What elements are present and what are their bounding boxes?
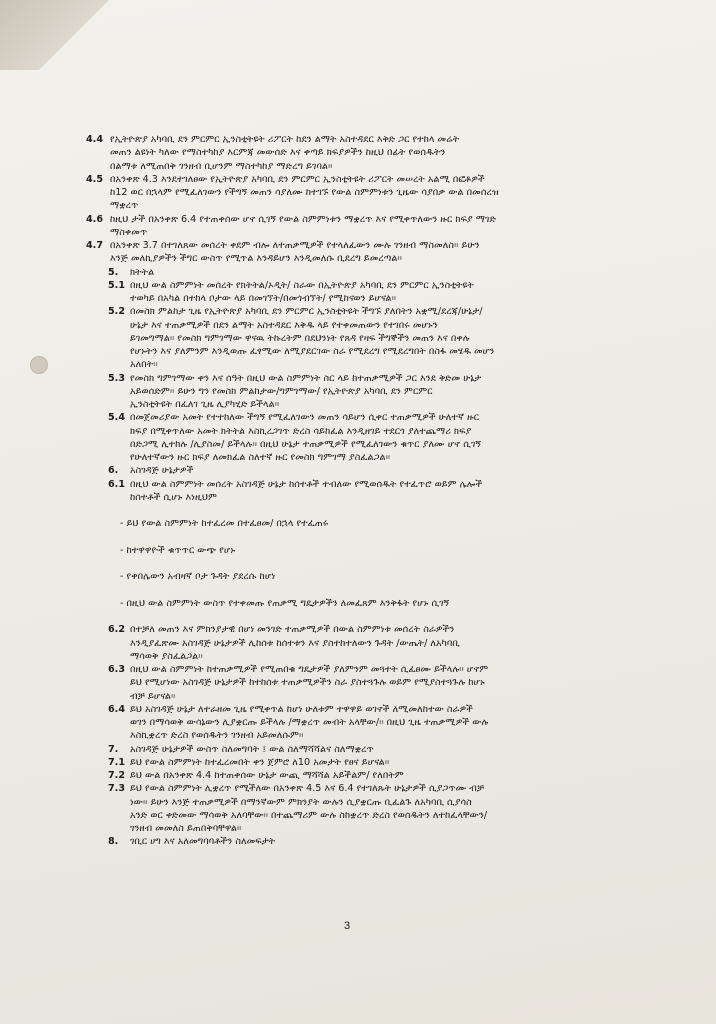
line-text: ወገን በማሳወቅ ውሳኔውን ሊያቋርጡ ይችላሉ /ማቋረጥ መብት አላቸው/፡፡ በዚህ ጊዜ ተጠቃሚዎች ውሉ [130,717,489,728]
line-text: በድጋሚ ሊተከሉ /ሊያስመ/ ይችላሉ፡፡ በዚህ ሁኔታ ተጠቃሚዎች የሚፈለገውን ቁጥር ያለሙ ሆኖ ሲገኝ [130,438,482,450]
line-text: እንዲያፈጽሙ አስገዳጅ ሁኔታዎች ሊከሰቱ ከሰተቱን እና ያስተከተለውን ጉዳት /ውጤት/ ለአካባቢ [130,637,460,649]
line-number: 5.2 [108,306,125,318]
line-text: ብቻ ይሆናል፡፡ [130,690,176,702]
page-number: 3 [344,920,351,932]
line-text: ተወካይ በአካል በተከላ ቦታው ላይ በመገኘት/በመጎብኘት/ የሚከናወን ይሆናል፡፡ [130,293,397,304]
line-text: በዚህ ውል ስምምነት መሰረት የክትትል/ኦዲት/ ስራው በኢትዮጵያ አካባቢ ደን ምርምር ኢንስቲትዩት [130,279,474,291]
line-text: ከዚህ ታች በአንቀጽ 6.4 የተጠቀሰው ሆኖ ሲገኝ የውል ስምምነቱን ማቋረጥ እና የሚቀጥለውን ዙር ክፍያ ማገድ [110,213,497,225]
line-text: መጠን ልዩነት ካለው የማስተካከያ እርምጃ መውሰድ እና ቀጣይ ክፍያዎችን ከዚህ በፊት የወሰዱትን [110,147,446,159]
line-text: የኢትዮጵያ አካባቢ ደን ምርምር ኢንስቲትዩት ሪፖርት ከደን ልማት አስተዳደር እቅድ ጋር የተከላ መሬት [110,134,460,145]
line-text: ገቢር ሀግ እና አለመግባባቶችን ስለመፍታት [130,836,276,848]
line-number: 4.7 [86,240,103,251]
line-number: 6.2 [108,624,125,636]
line-text: በልማቱ ለሚጠበቅ ገንዘብ ቢሆንም ማስተካከያ ማድረግ ይገባል፡፡ [110,160,333,172]
line-text: አለበት፡፡ [130,359,158,371]
line-number: 6. [108,465,119,477]
line-number: 8. [108,836,119,848]
punch-hole [30,356,48,374]
line-text: አይወሰድም፡፡ ይሁን ግን የመስክ ምልከታው/ግምገማው/ የኢትዮጵያ አካባቢ ደን ምርምር [130,385,433,397]
line-text: በዚህ ውል ስምምነት ከተጠቃሚዎች የሚጠበቁ ግዴታዎች ያለምንም መጓተት ሲፈፀሙ ይችላሉ፡፡ ሆኖም [130,664,489,675]
line-number: 7. [108,743,119,755]
line-number: 7.1 [108,756,125,768]
line-number: 7.3 [108,783,125,795]
line-text: በአንቀጽ 3.7 በተገለጸው መሰረት ቀደም ብሎ ለተጠቃሚዎች የተላለፈውን ሙሉ ገንዘብ ማስመለስ፡፡ ይሁን [110,240,480,251]
line-text: - በዚህ ውል ስምምነት ውስጥ የተቀመጡ የጠቃሚ ግዴታዎችን ለመፈጸም እንቅፋት የሆኑ ሲገኝ [120,597,450,609]
folded-corner [0,0,110,70]
line-text: በአንቀጽ 4.3 እንደተገለፀው የኢትዮጵያ አካባቢ ደን ምርምር ኢንስቲትዩት ሪፖርት መሠረት አልሚ በፎቶዎች [110,173,485,185]
line-text: ገንዘብ መመለስ ይጠበቅባቸዋል፡፡ [130,823,242,834]
line-number: 5. [108,266,119,278]
line-text: ይህ ውል በአንቀጽ 4.4 ከተጠቀሰው ሁኔታ ውጪ ማሻሻል አይችልም/ የለበትም [130,770,404,781]
line-number: 7.2 [108,770,125,781]
line-number: 5.4 [108,412,125,424]
line-text: በመስክ ምልከታ ጊዜ የኢትዮጵያ አካባቢ ደን ምርምር ኢንስቲትዩት ችግኙ ያለበትን አቋሚ/ደረጃ/ሁኔታ/ [130,306,483,318]
line-text: ነው፡፡ ይሁን እንጅ ተጠቃሚዎች በማንኛውም ምክንያት ውሉን ሲያቋርጡ ቢፈልጉ ለአካባቢ ሲያሳስ [130,796,472,808]
line-text: አስገዳጅ ሁኔታዎች [130,465,194,477]
line-text: ይገመግማል፡፡ የመስክ ግምገማው ዋናዉ ትኩረትም በደህንነት የጸዳ የዛፍ ችግኞችን መጠን እና በቀሉ [130,332,470,344]
line-text: በተቻለ መጠን እና ምክንያታዊ በሆነ መንገድ ተጠቃሚዎች በውል ስምምነቱ መሰረት ስራዎችን [130,624,455,636]
line-text: ይህ የውል ስምምነት ሊቋረጥ የሚችለው በአንቀጽ 4.5 እና 6.4 የተገለጹት ሁኔታዎች ሲያጋጥሙ ብቻ [130,783,485,795]
line-number: 4.5 [86,173,103,185]
line-text: ይህ የሚሆነው አስገዳጅ ሁኔታዎች ከተከሰቱ ተጠቃሚዎችን ስራ ያስተጓጉሉ ወይም የሚያስተጓጉሉ ከሆኑ [130,677,485,689]
line-text: አንድ ወር ቀድመው ማሳወቅ አለባቸው፡፡ በተጨማሪም ውሉ ስከቋረጥ ድረስ የወሰዱትን ለተከፈላቸውን/ [130,809,488,821]
line-text: እንጅ መለኪያዎችን ችግር ውስጥ የሚጥል እንዳይሆን እንዲመለሱ ቢደረግ ይመረጣል፡፡ [110,253,402,265]
line-text: ይህ አስገዳጅ ሁኔታ ለተራዘመ ጊዜ የሚቀጥል ከሆነ ሁለቱም ተዋዋይ ወገኖች ለሚመለከተው ስራዎች [130,703,473,715]
line-text: ማሳወቅ ያስፈልጋል፡፡ [130,650,203,662]
line-text: - ይህ የውል ስምምነት ከተፈረመ በተፈፀመ/ በኋላ የተፈጠሩ [120,518,329,530]
line-text: እስኪቋረጥ ድረስ የወሰዱትን ገንዘብ አይመለሱም፡፡ [130,730,304,742]
line-number: 6.1 [108,478,125,490]
line-text: አስገዳጅ ሁኔታዎች ውስጥ ስለመግባት ፤ ውል ስለማሻሻልና ስለማቋረጥ [130,743,374,755]
line-text: ኢንስቲትዩት በፈለገ ጊዜ ሊያካሂድ ይችላል፡፡ [130,399,280,410]
line-text: ክፍያ በሚቀጥለው አመት ክትትል እስኪረጋገጥ ድረስ ሳይከፈል እንዲዘገይ ተደርጎ ያለተጨማሪ ክፍያ [130,425,472,437]
line-text: ማስቀመጥ [110,226,148,238]
line-text: ከሰተቶች ሲሆኑ እነዚህም [130,491,217,503]
line-number: 4.4 [86,134,103,145]
line-number: 5.1 [108,279,125,291]
line-text: የመስክ ግምገማው ቀን እና ሰዓት በዚህ ውል ስምምነት ስር ላይ ከተጠቃሚዎች ጋር እንደ ቅድመ ሁኔታ [130,372,482,384]
line-text: የሁለተኛውን ዙር ክፍያ ለመክፈል ስለተኛ ዙር የመስክ ግምገማ ያስፈልጋል፡፡ [130,452,391,463]
line-text: በመጀመሪያው አመት የተተከለው ችግኝ የሚፈለገውን መጠን ሳይሆን ሲቀር ተጠቃሚዎች ሁለተኛ ዙር [130,412,480,424]
line-text: ከ12 ወር በኋላም የሚፈለገውን የችግኝ መጠን ሳያለሙ ከተገኙ የውል ስምምነቱን ጊዜው ሳያበቃ ውል በመሰረዝ [110,187,499,198]
line-number: 5.3 [108,372,125,384]
line-text: - የቀበሌውን አብዛኛ ቦታ ጉዳት ያደረሱ ከሆነ [120,571,276,583]
line-text: ይህ የውል ስምምነት ከተፈረመበት ቀን ጀምሮ ለ10 አመታት የፀና ይሆናል፡፡ [130,756,390,768]
line-number: 6.4 [108,703,125,715]
line-text: በዚህ ውል ስምምነት መሰረት አስገዳጅ ሁኔታ ከሰተቶች ተብለው የሚወሰዱት የተፈጥሮ ወይም ሌሎች [130,478,483,490]
line-text: ክትትል [130,266,155,278]
line-text: - ከተዋዋዮች ቁጥጥር ውጭ የሆኑ [120,544,236,556]
line-text: ማቋረጥ [110,200,139,212]
line-text: የሆኑትን እና ያለምንም እንዲወጡ ፈፃሚው ለሚያደርገው ስራ የሚደረግ የሚደረግበት በስፋ መሄዱ መሆን [130,346,495,357]
line-number: 6.3 [108,664,125,675]
line-number: 4.6 [86,213,103,225]
line-text: ሁኔታ እና ተጠቃሚዎች በደን ልማት አስተዳደር እቅዱ ላይ የተቀመጠውን የተገበሩ መሆኑን [130,319,438,331]
